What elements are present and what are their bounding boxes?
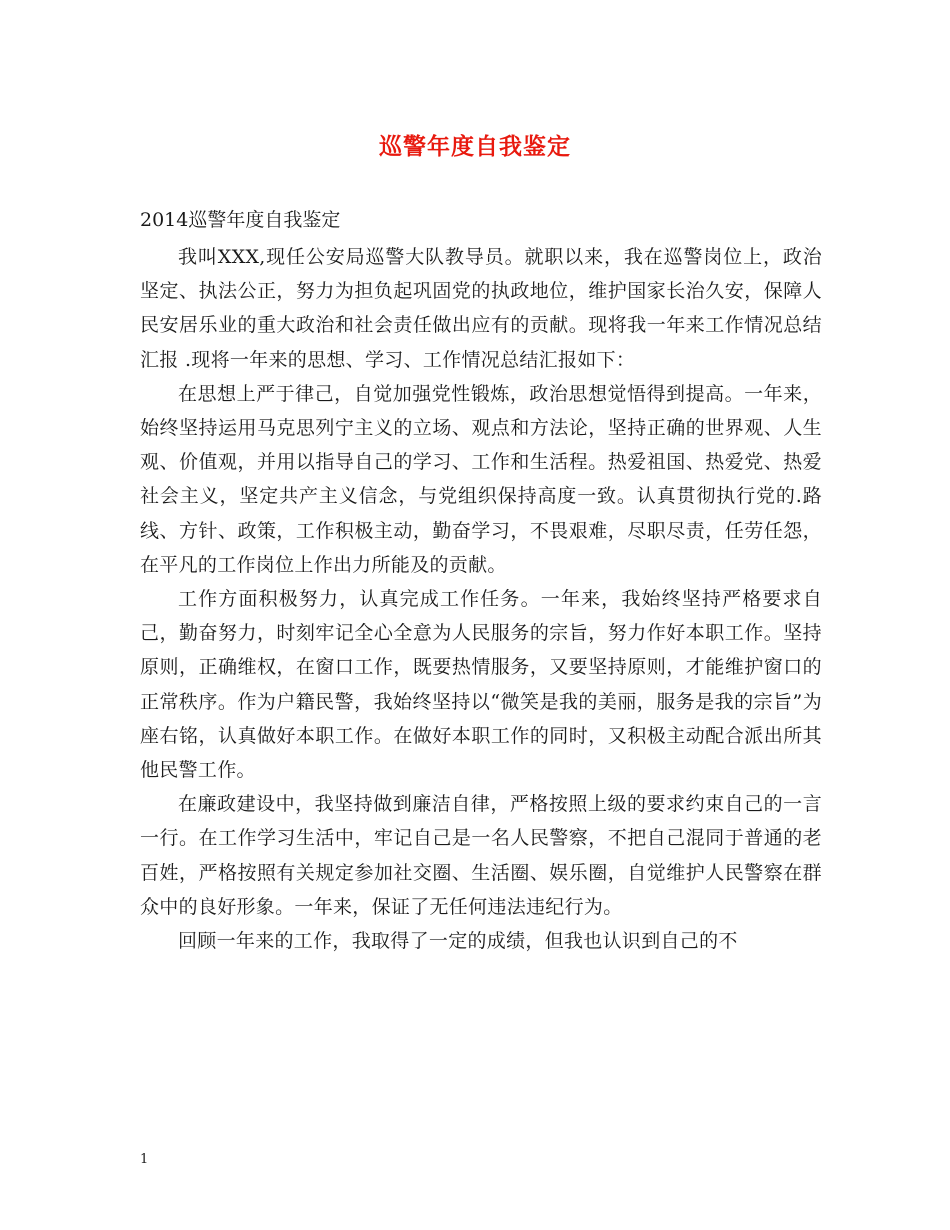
document-body [140,240,822,958]
document-title: 巡警年度自我鉴定 [379,133,571,160]
paragraph-work: 工作方面积极努力，认真完成工作任务。一年来，我始终坚持严格要求自己，勤奋努力，时刻牢记全心全意为人民服务的宗旨，努力作好本职工作。坚持原则，正确维权，在窗口工作，既要热情服务，又要坚持原则，才能维护窗口的正常秩序。作为户籍民警，我始终坚持以“微笑是我的美丽，服务是我的宗旨”为座右铭，认真做好本职工作。在做好本职工作的同时，又积极主动配合派出所其他民警工作。 [140,588,822,782]
page-number: 1 [140,1152,149,1167]
paragraph-intro: 我叫XXX,现任公安局巡警大队教导员。就职以来，我在巡警岗位上，政治坚定、执法公正，努力为担负起巩固党的执政地位，维护国家长治久安，保障人民安居乐业的重大政治和社会责任做出应有的贡献。现将我一年来工作情况总结汇报 .现将一年来的思想、学习、工作情况总结汇报如下： [140,246,822,371]
paragraph-review: 回顾一年来的工作，我取得了一定的成绩，但我也认识到自己的不 [178,930,738,953]
paragraph-integrity: 在廉政建设中，我坚持做到廉洁自律，严格按照上级的要求约束自己的一言一行。在工作学习生活中，牢记自己是一名人民警察，不把自己混同于普通的老百姓，严格按照有关规定参加社交圈、生活圈、娱乐圈，自觉维护人民警察在群众中的良好形象。一年来，保证了无任何违法违纪行为。 [140,793,822,918]
paragraph-ideology: 在思想上严于律己，自觉加强党性锻炼，政治思想觉悟得到提高。一年来，始终坚持运用马克思列宁主义的立场、观点和方法论，坚持正确的世界观、人生观、价值观，并用以指导自己的学习、工作和生活程。热爱祖国、热爱党、热爱社会主义，坚定共产主义信念，与党组织保持高度一致。认真贯彻执行党的.路线、方针、政策，工作积极主动，勤奋学习，不畏艰难，尽职尽责，任劳任怨，在平凡的工作岗位上作出力所能及的贡献。 [140,382,822,576]
document-subtitle: 2014巡警年度自我鉴定 [140,209,341,231]
